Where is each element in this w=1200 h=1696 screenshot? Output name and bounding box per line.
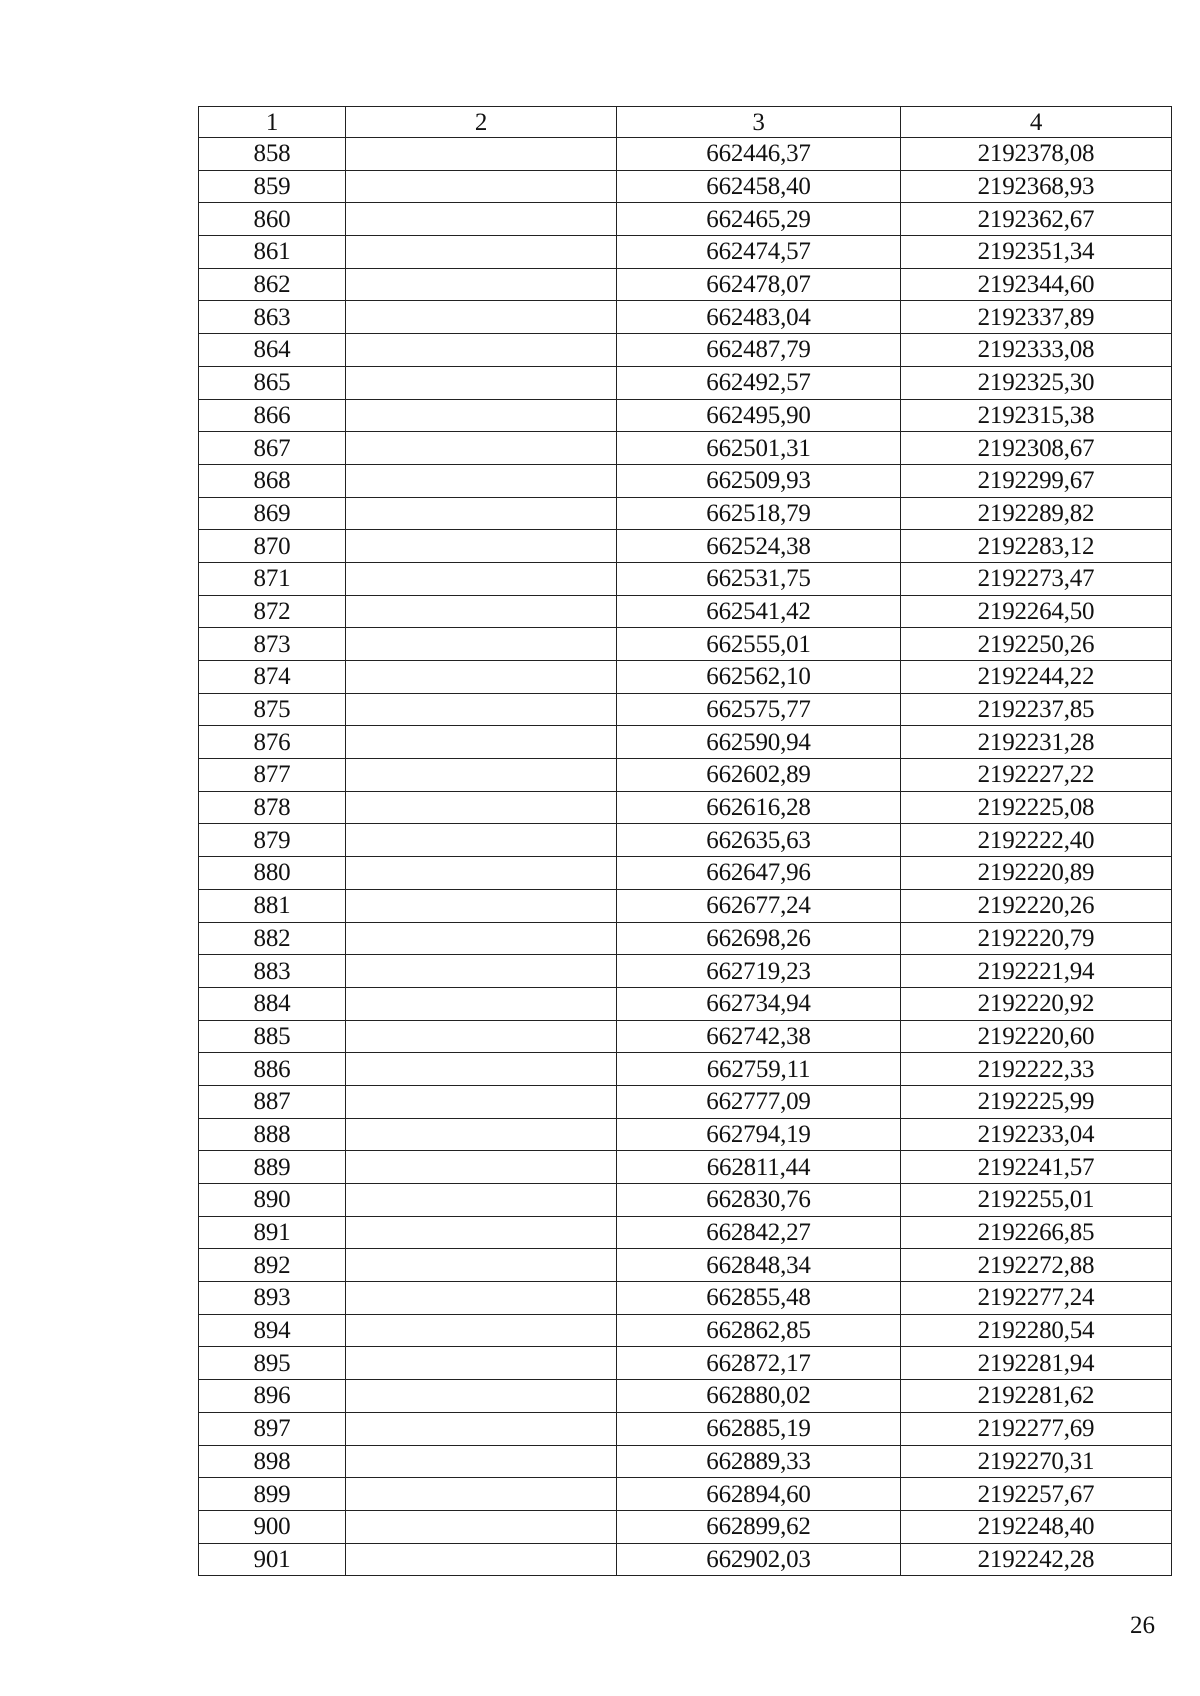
- table-cell: [346, 857, 617, 890]
- table-row: [199, 987, 1172, 1020]
- table-cell: 662677,24: [617, 889, 901, 922]
- table-cell: 2192299,67: [901, 464, 1172, 497]
- table-cell: 662575,77: [617, 693, 901, 726]
- table-cell: 662541,42: [617, 595, 901, 628]
- table-cell: 662734,94: [617, 987, 901, 1020]
- table-row: [199, 693, 1172, 726]
- table-cell: 662562,10: [617, 661, 901, 694]
- table-cell: 662811,44: [617, 1151, 901, 1184]
- table-row: [199, 857, 1172, 890]
- table-cell: 662855,48: [617, 1282, 901, 1315]
- table-cell: 893: [199, 1282, 346, 1315]
- table-cell: 2192233,04: [901, 1118, 1172, 1151]
- table-cell: 2192222,33: [901, 1053, 1172, 1086]
- table-cell: 883: [199, 955, 346, 988]
- table-cell: 662474,57: [617, 236, 901, 269]
- table-cell: 2192315,38: [901, 399, 1172, 432]
- table-cell: 884: [199, 987, 346, 1020]
- table-row: [199, 497, 1172, 530]
- table-cell: 662777,09: [617, 1085, 901, 1118]
- table-cell: [346, 1314, 617, 1347]
- table-cell: [346, 1216, 617, 1249]
- table-cell: 662495,90: [617, 399, 901, 432]
- table-cell: 868: [199, 464, 346, 497]
- table-row: [199, 334, 1172, 367]
- table-cell: [346, 170, 617, 203]
- table-cell: 662794,19: [617, 1118, 901, 1151]
- table-cell: 885: [199, 1020, 346, 1053]
- table-row: [199, 824, 1172, 857]
- table-cell: 662889,33: [617, 1445, 901, 1478]
- table-cell: 662635,63: [617, 824, 901, 857]
- table-row: [199, 1151, 1172, 1184]
- table-cell: 662880,02: [617, 1380, 901, 1413]
- table-cell: 875: [199, 693, 346, 726]
- table-row: [199, 1412, 1172, 1445]
- table-cell: 2192231,28: [901, 726, 1172, 759]
- table-cell: 886: [199, 1053, 346, 1086]
- table-row: [199, 530, 1172, 563]
- table-cell: [346, 1282, 617, 1315]
- table-cell: 2192241,57: [901, 1151, 1172, 1184]
- table-row: [199, 399, 1172, 432]
- table-row: [199, 203, 1172, 236]
- table-cell: 2192227,22: [901, 759, 1172, 792]
- table-cell: 2192308,67: [901, 432, 1172, 465]
- table-row: [199, 1510, 1172, 1543]
- table-cell: 894: [199, 1314, 346, 1347]
- table-cell: [346, 628, 617, 661]
- table-row: [199, 366, 1172, 399]
- table-cell: 662616,28: [617, 791, 901, 824]
- table-header-row: [199, 107, 1172, 138]
- table-cell: 662872,17: [617, 1347, 901, 1380]
- table-row: [199, 922, 1172, 955]
- table-row: [199, 726, 1172, 759]
- table-row: [199, 170, 1172, 203]
- table-cell: 2192351,34: [901, 236, 1172, 269]
- table-cell: 891: [199, 1216, 346, 1249]
- table-row: [199, 1478, 1172, 1511]
- table-cell: [346, 497, 617, 530]
- table-row: [199, 236, 1172, 269]
- table-cell: 2192225,08: [901, 791, 1172, 824]
- table-cell: [346, 138, 617, 171]
- table-cell: 2192283,12: [901, 530, 1172, 563]
- table-cell: [346, 1478, 617, 1511]
- table-cell: 2192222,40: [901, 824, 1172, 857]
- table-cell: 662602,89: [617, 759, 901, 792]
- table-cell: [346, 334, 617, 367]
- table-cell: [346, 922, 617, 955]
- table-cell: [346, 366, 617, 399]
- table-cell: 896: [199, 1380, 346, 1413]
- table-cell: 662759,11: [617, 1053, 901, 1086]
- table-cell: 662848,34: [617, 1249, 901, 1282]
- table-cell: 895: [199, 1347, 346, 1380]
- table-cell: 662478,07: [617, 268, 901, 301]
- table-row: [199, 759, 1172, 792]
- table-row: [199, 1118, 1172, 1151]
- table-cell: [346, 1380, 617, 1413]
- table-cell: 867: [199, 432, 346, 465]
- table-cell: 662719,23: [617, 955, 901, 988]
- table-cell: 861: [199, 236, 346, 269]
- table-cell: 662465,29: [617, 203, 901, 236]
- table-cell: 2192362,67: [901, 203, 1172, 236]
- column-header: 4: [901, 107, 1172, 138]
- table-cell: 897: [199, 1412, 346, 1445]
- table-cell: [346, 791, 617, 824]
- table-cell: 866: [199, 399, 346, 432]
- table-cell: 662894,60: [617, 1478, 901, 1511]
- table-cell: 876: [199, 726, 346, 759]
- table-cell: 878: [199, 791, 346, 824]
- table-cell: 662446,37: [617, 138, 901, 171]
- table-cell: [346, 399, 617, 432]
- table-cell: 871: [199, 562, 346, 595]
- table-cell: 890: [199, 1184, 346, 1217]
- table-row: [199, 1347, 1172, 1380]
- table-cell: 662483,04: [617, 301, 901, 334]
- table-cell: [346, 889, 617, 922]
- table-row: [199, 791, 1172, 824]
- table-cell: [346, 1085, 617, 1118]
- table-cell: 864: [199, 334, 346, 367]
- table-cell: 2192220,79: [901, 922, 1172, 955]
- table-body: [199, 138, 1172, 1576]
- table-cell: 859: [199, 170, 346, 203]
- column-header: 2: [346, 107, 617, 138]
- table-cell: [346, 1510, 617, 1543]
- table-cell: 2192248,40: [901, 1510, 1172, 1543]
- table-cell: 881: [199, 889, 346, 922]
- table-cell: [346, 1347, 617, 1380]
- table-cell: [346, 726, 617, 759]
- table-cell: 2192344,60: [901, 268, 1172, 301]
- table-cell: [346, 987, 617, 1020]
- table-cell: 2192255,01: [901, 1184, 1172, 1217]
- table-cell: 2192221,94: [901, 955, 1172, 988]
- table-cell: 880: [199, 857, 346, 890]
- table-cell: 2192266,85: [901, 1216, 1172, 1249]
- table-cell: 662509,93: [617, 464, 901, 497]
- table-row: [199, 1380, 1172, 1413]
- table-row: [199, 138, 1172, 171]
- table-cell: 2192378,08: [901, 138, 1172, 171]
- table-cell: 662899,62: [617, 1510, 901, 1543]
- table-cell: 2192270,31: [901, 1445, 1172, 1478]
- table-cell: 887: [199, 1085, 346, 1118]
- table-cell: [346, 955, 617, 988]
- table-cell: 2192289,82: [901, 497, 1172, 530]
- table-cell: 2192280,54: [901, 1314, 1172, 1347]
- table-cell: 662524,38: [617, 530, 901, 563]
- table-cell: [346, 268, 617, 301]
- table-cell: 873: [199, 628, 346, 661]
- table-cell: [346, 693, 617, 726]
- table-cell: 2192281,62: [901, 1380, 1172, 1413]
- table-row: [199, 1053, 1172, 1086]
- table-cell: 662501,31: [617, 432, 901, 465]
- table-cell: 877: [199, 759, 346, 792]
- table-cell: [346, 1020, 617, 1053]
- table-cell: 2192277,24: [901, 1282, 1172, 1315]
- table-cell: 865: [199, 366, 346, 399]
- table-cell: [346, 236, 617, 269]
- table-cell: 2192325,30: [901, 366, 1172, 399]
- table-row: [199, 1184, 1172, 1217]
- table-cell: 872: [199, 595, 346, 628]
- table-cell: [346, 301, 617, 334]
- table-row: [199, 301, 1172, 334]
- table-cell: 863: [199, 301, 346, 334]
- table-cell: [346, 562, 617, 595]
- table-cell: [346, 661, 617, 694]
- column-header: 1: [199, 107, 346, 138]
- table-cell: 2192237,85: [901, 693, 1172, 726]
- table-cell: 2192242,28: [901, 1543, 1172, 1576]
- table-cell: 662698,26: [617, 922, 901, 955]
- table-cell: 2192220,89: [901, 857, 1172, 890]
- table-row: [199, 464, 1172, 497]
- table-cell: 2192272,88: [901, 1249, 1172, 1282]
- table-cell: 2192368,93: [901, 170, 1172, 203]
- column-header: 3: [617, 107, 901, 138]
- table-cell: 889: [199, 1151, 346, 1184]
- table-cell: 662862,85: [617, 1314, 901, 1347]
- table-cell: [346, 595, 617, 628]
- table-cell: [346, 203, 617, 236]
- table-cell: 662830,76: [617, 1184, 901, 1217]
- table-cell: 2192225,99: [901, 1085, 1172, 1118]
- table-cell: 882: [199, 922, 346, 955]
- table-cell: 870: [199, 530, 346, 563]
- table-cell: 2192337,89: [901, 301, 1172, 334]
- table-cell: [346, 1118, 617, 1151]
- table-cell: [346, 1445, 617, 1478]
- table-cell: 2192281,94: [901, 1347, 1172, 1380]
- table-cell: 662487,79: [617, 334, 901, 367]
- table-cell: [346, 1249, 617, 1282]
- table-cell: 888: [199, 1118, 346, 1151]
- table-row: [199, 1020, 1172, 1053]
- table-row: [199, 1314, 1172, 1347]
- table-cell: [346, 1184, 617, 1217]
- table-row: [199, 628, 1172, 661]
- table-cell: 874: [199, 661, 346, 694]
- table-cell: 899: [199, 1478, 346, 1511]
- table-cell: 862: [199, 268, 346, 301]
- table-cell: [346, 530, 617, 563]
- table-row: [199, 955, 1172, 988]
- table-row: [199, 1543, 1172, 1576]
- table-cell: 2192277,69: [901, 1412, 1172, 1445]
- coordinates-table: [198, 106, 1172, 1576]
- table-cell: 2192257,67: [901, 1478, 1172, 1511]
- table-row: [199, 268, 1172, 301]
- table-cell: 2192220,26: [901, 889, 1172, 922]
- table-cell: 869: [199, 497, 346, 530]
- table-cell: 2192244,22: [901, 661, 1172, 694]
- table-cell: [346, 464, 617, 497]
- table-cell: [346, 824, 617, 857]
- table-row: [199, 1216, 1172, 1249]
- table-cell: 2192220,60: [901, 1020, 1172, 1053]
- table-cell: 2192264,50: [901, 595, 1172, 628]
- table-cell: 860: [199, 203, 346, 236]
- table-cell: [346, 432, 617, 465]
- table-cell: 662590,94: [617, 726, 901, 759]
- table-cell: 2192273,47: [901, 562, 1172, 595]
- table-cell: 662531,75: [617, 562, 901, 595]
- table-row: [199, 432, 1172, 465]
- table-cell: 858: [199, 138, 346, 171]
- table-cell: [346, 1543, 617, 1576]
- table-cell: [346, 1151, 617, 1184]
- table-cell: 901: [199, 1543, 346, 1576]
- table-cell: 662492,57: [617, 366, 901, 399]
- table-cell: [346, 759, 617, 792]
- table-cell: 662555,01: [617, 628, 901, 661]
- table-cell: [346, 1053, 617, 1086]
- table-cell: 662458,40: [617, 170, 901, 203]
- table-row: [199, 562, 1172, 595]
- table-cell: 662842,27: [617, 1216, 901, 1249]
- table-cell: 662647,96: [617, 857, 901, 890]
- table-cell: 662902,03: [617, 1543, 901, 1576]
- table-cell: 898: [199, 1445, 346, 1478]
- table-cell: 662518,79: [617, 497, 901, 530]
- table-cell: 2192250,26: [901, 628, 1172, 661]
- table-cell: [346, 1412, 617, 1445]
- page-number: 26: [1130, 1612, 1155, 1639]
- table-cell: 662885,19: [617, 1412, 901, 1445]
- table-cell: 892: [199, 1249, 346, 1282]
- table-row: [199, 595, 1172, 628]
- table-cell: 2192333,08: [901, 334, 1172, 367]
- table-row: [199, 889, 1172, 922]
- table-row: [199, 661, 1172, 694]
- table-cell: 662742,38: [617, 1020, 901, 1053]
- table-cell: 2192220,92: [901, 987, 1172, 1020]
- table-cell: 900: [199, 1510, 346, 1543]
- table-row: [199, 1249, 1172, 1282]
- table-cell: 879: [199, 824, 346, 857]
- table-row: [199, 1085, 1172, 1118]
- table-row: [199, 1445, 1172, 1478]
- table-row: [199, 1282, 1172, 1315]
